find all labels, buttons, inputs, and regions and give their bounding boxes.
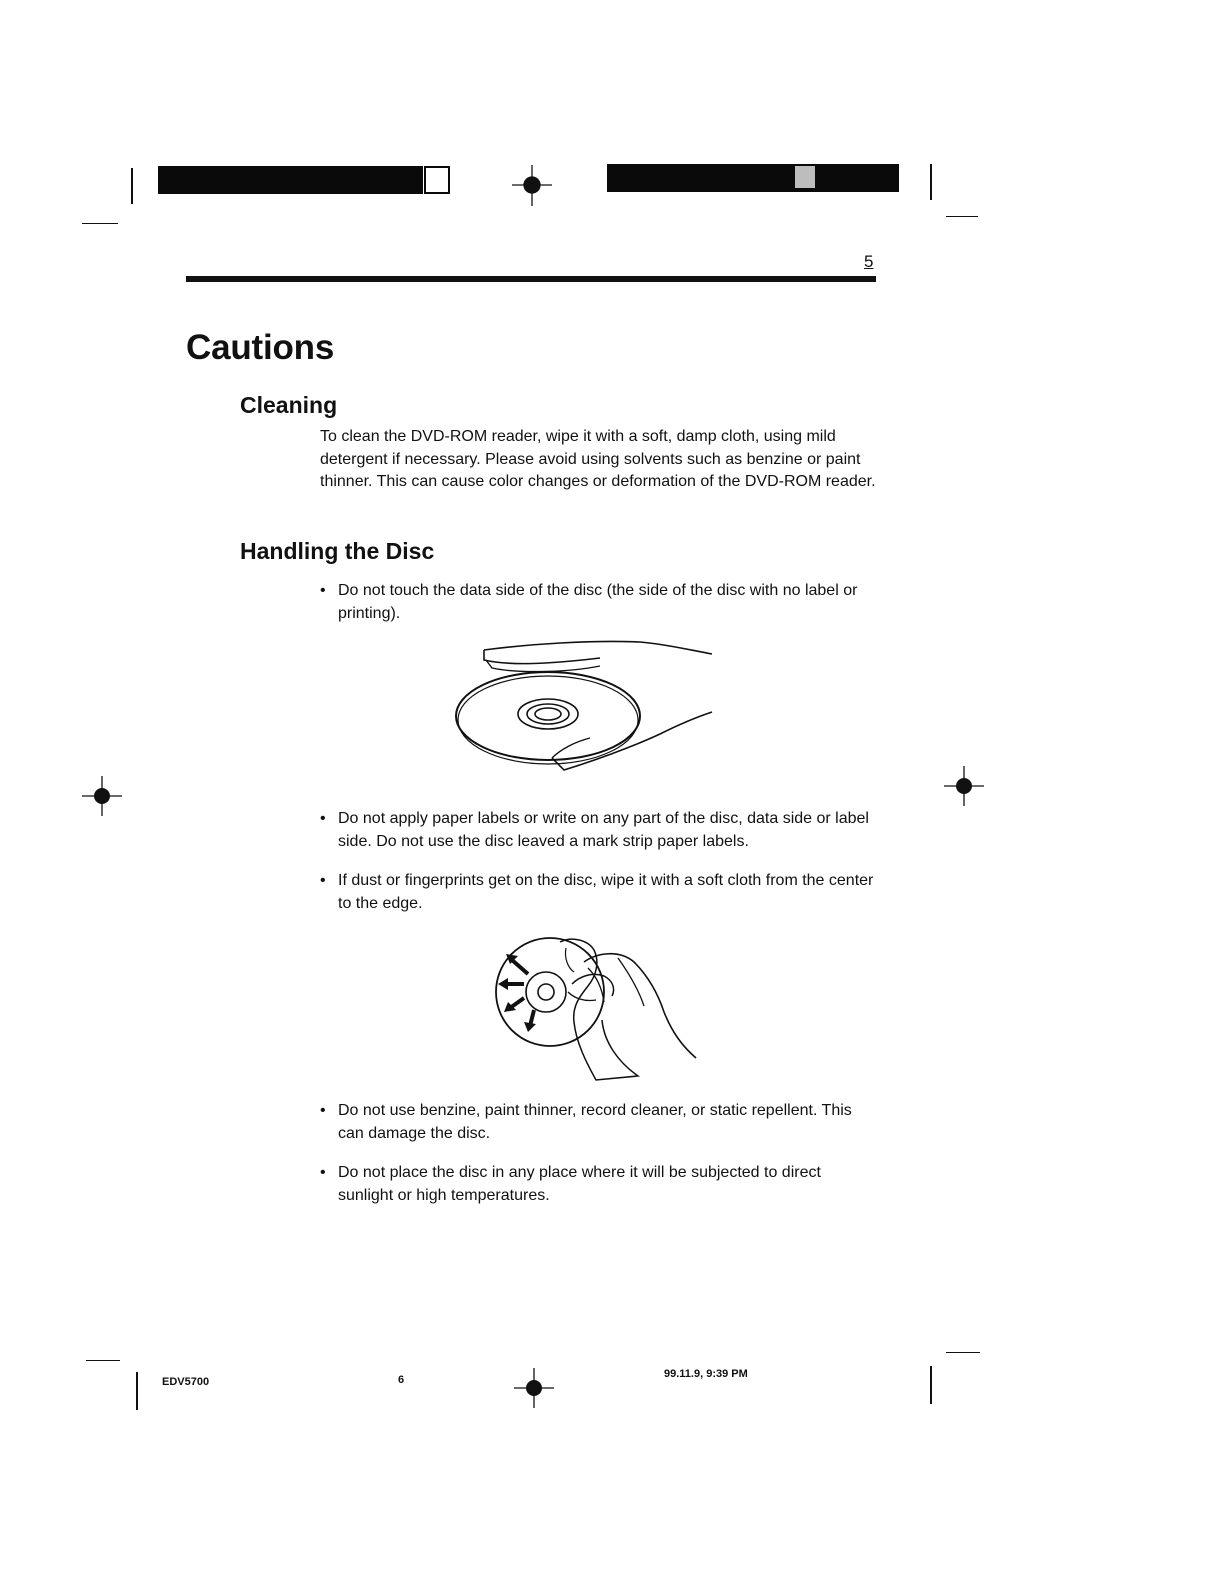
section-heading-cleaning: Cleaning	[240, 392, 338, 418]
crop-mark	[86, 1360, 120, 1361]
list-item	[320, 1162, 880, 1207]
header-rule	[186, 276, 876, 282]
crosshair-icon	[942, 764, 986, 808]
list-item	[320, 580, 880, 625]
crop-mark	[131, 168, 133, 204]
page-number: 5	[864, 252, 874, 271]
list-item-text: Do not apply paper labels or write on any part of the disc, data side or label side. Do not use the disc leaved a mark strip paper labels.	[338, 810, 869, 850]
list-item-text: If dust or fingerprints get on the disc, wipe it with a soft cloth from the center to the edge.	[338, 872, 874, 912]
crop-mark	[946, 1352, 980, 1353]
section-heading-handling: Handling the Disc	[240, 538, 435, 564]
footer-model: EDV5700	[162, 1376, 210, 1388]
list-item	[320, 1100, 880, 1145]
list-item	[320, 808, 880, 853]
crop-mark	[930, 164, 932, 200]
registration-bar-left	[158, 166, 423, 194]
bullet-symbol: •	[320, 1102, 326, 1119]
wiping-disc-illustration	[488, 932, 708, 1092]
footer-timestamp: 99.11.9, 9:39 PM	[664, 1368, 748, 1380]
crop-mark	[136, 1372, 138, 1410]
crosshair-icon	[512, 1366, 556, 1410]
crop-mark	[82, 223, 118, 224]
crop-mark	[946, 216, 978, 217]
page-title: Cautions	[186, 328, 335, 367]
bullet-symbol: •	[320, 872, 326, 889]
list-item	[320, 870, 880, 915]
crosshair-icon	[80, 774, 124, 818]
hand-holding-disc-illustration	[450, 636, 720, 776]
list-item-text: Do not place the disc in any place where it will be subjected to direct sunlight or high temperatures.	[338, 1164, 821, 1204]
bullet-symbol: •	[320, 810, 326, 827]
bullet-symbol: •	[320, 582, 326, 599]
footer-print-page: 6	[398, 1374, 405, 1386]
crosshair-icon	[510, 164, 554, 208]
list-item-text: Do not touch the data side of the disc (the side of the disc with no label or printing).	[338, 582, 858, 622]
registration-bar-right	[607, 164, 899, 192]
registration-box	[424, 166, 450, 194]
bullet-symbol: •	[320, 1164, 326, 1181]
cleaning-paragraph: To clean the DVD-ROM reader, wipe it with a soft, damp cloth, using mild detergent if necessary. Please avoid using solvents such as benzine or paint thinner. This can cause color changes or deformation of the DVD-ROM reader.	[320, 428, 876, 490]
crop-mark	[930, 1366, 932, 1404]
registration-swatch	[795, 166, 815, 188]
list-item-text: Do not use benzine, paint thinner, record cleaner, or static repellent. This can damage the disc.	[338, 1102, 852, 1142]
